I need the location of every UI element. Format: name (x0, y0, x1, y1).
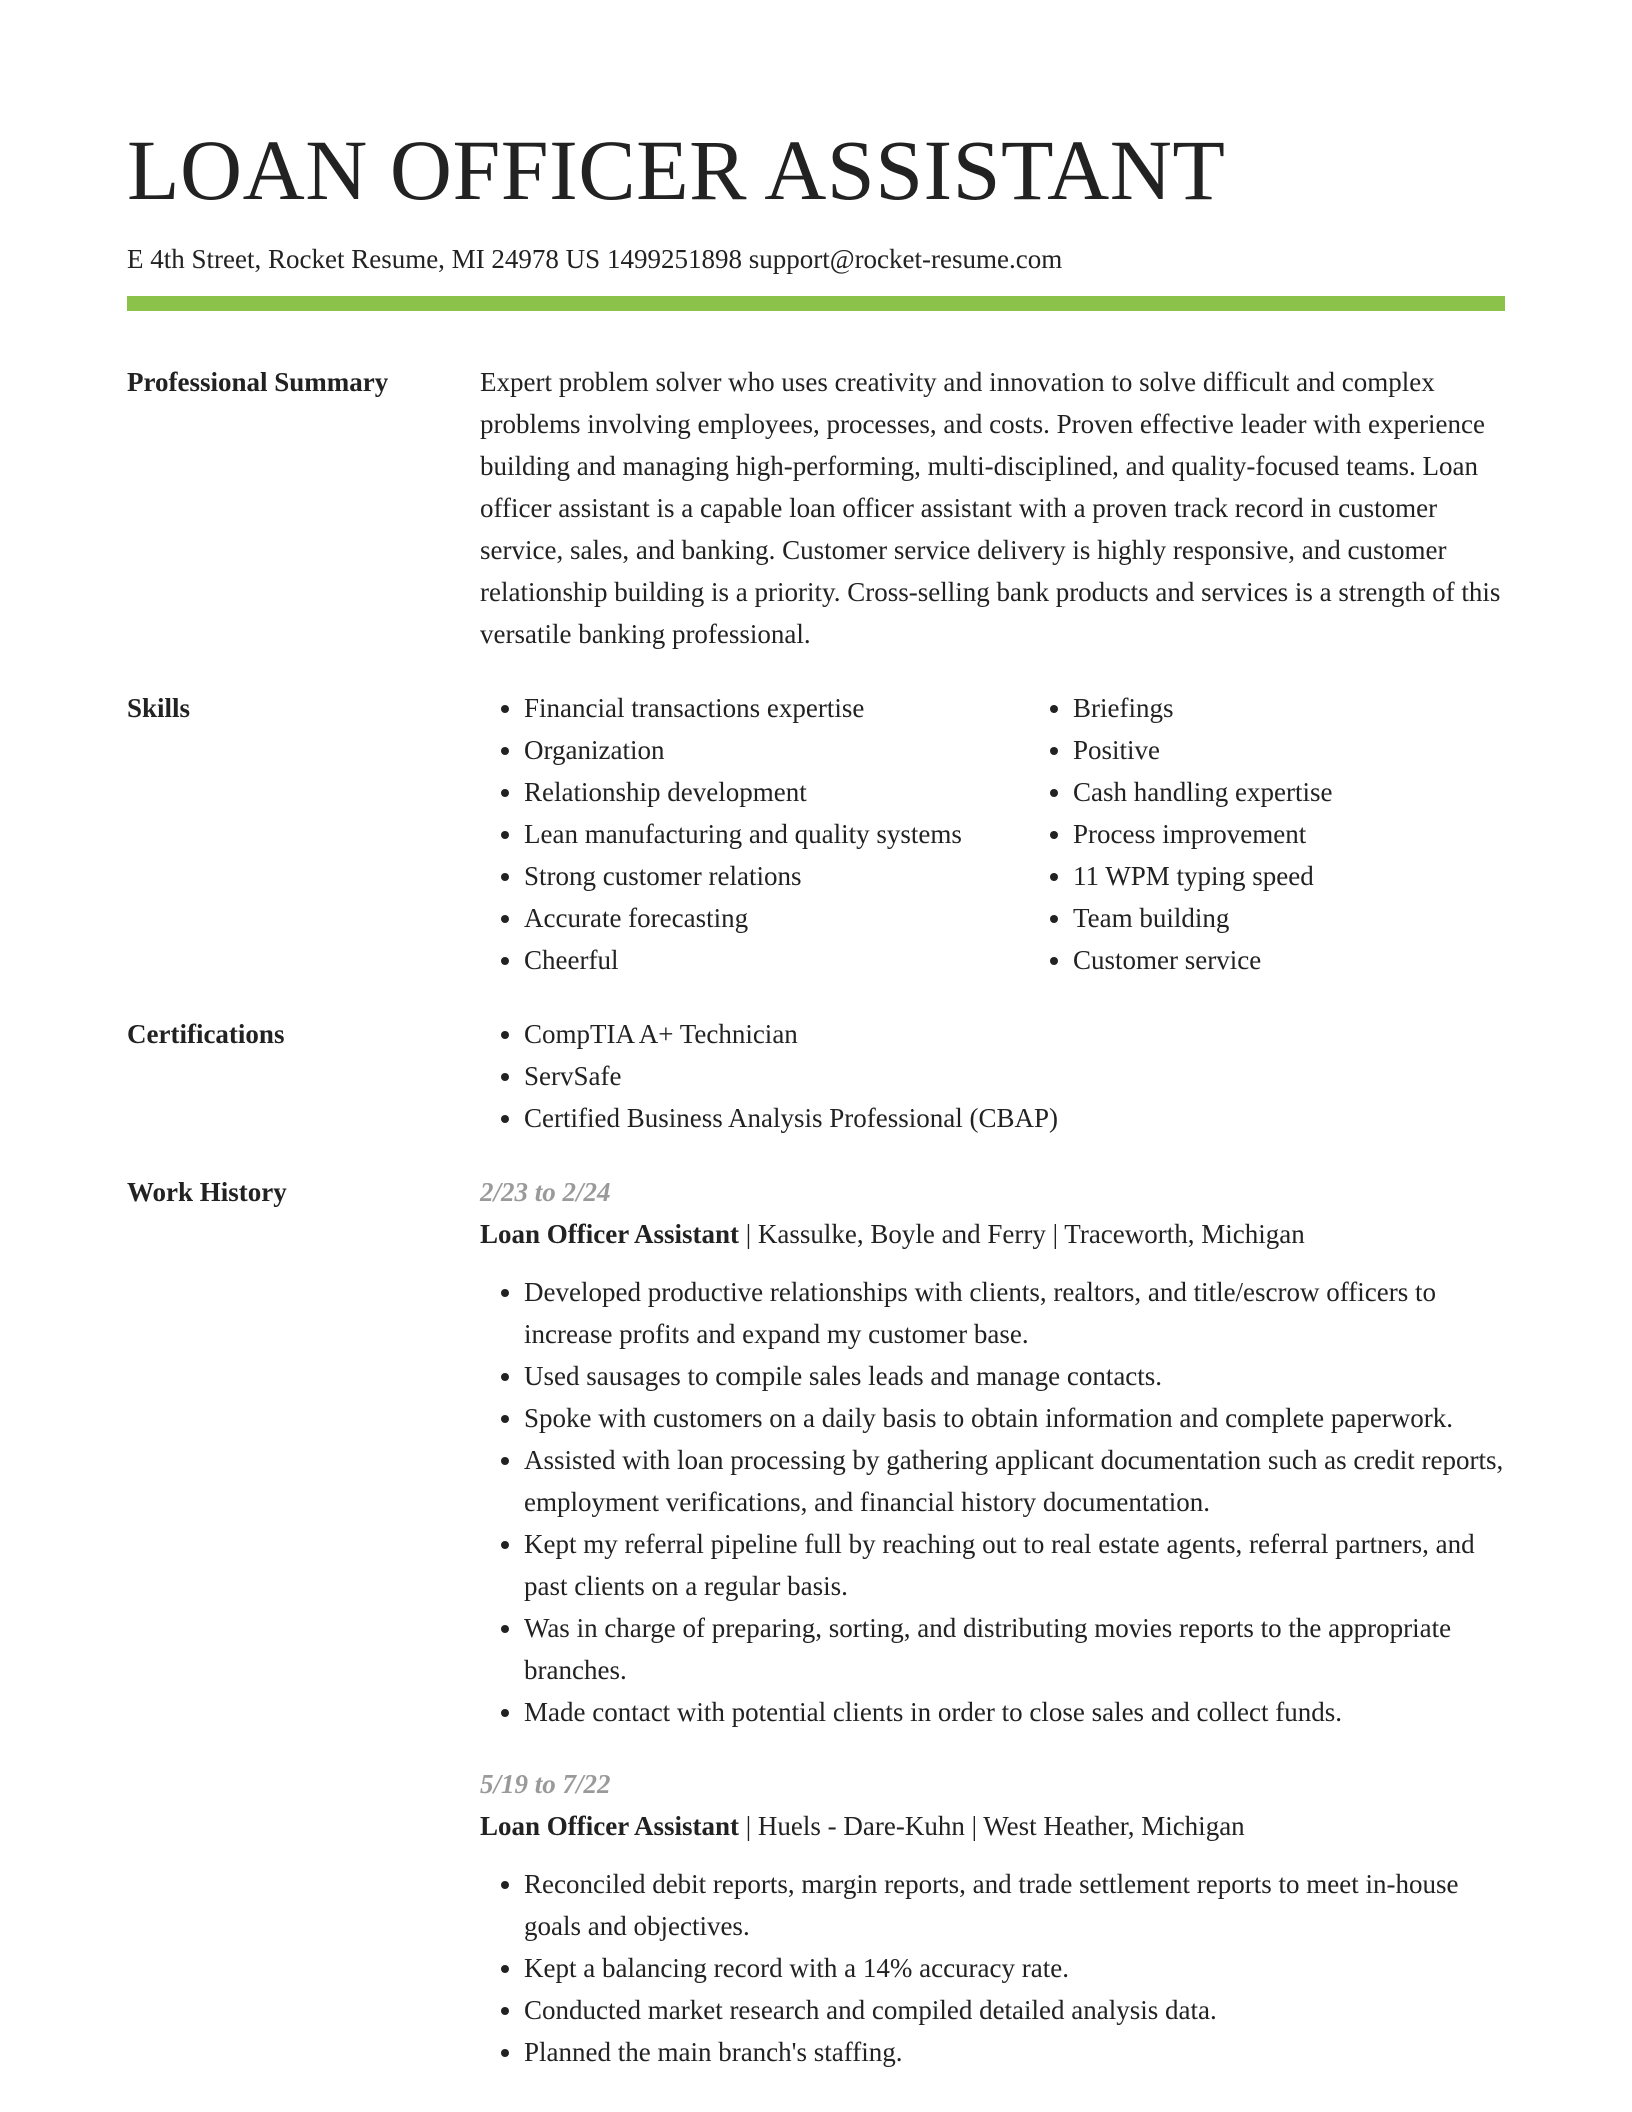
list-item: • Planned the main branch's staffing. (524, 2031, 1505, 2073)
list-item: • Certified Business Analysis Professional (CBAP) (524, 1097, 1505, 1139)
list-item: • Assisted with loan processing by gathering applicant documentation such as credit reports, employment verifications, and financial history documentation. (524, 1439, 1505, 1523)
list-item: • Conducted market research and compiled detailed analysis data. (524, 1989, 1505, 2031)
certifications-list (480, 1013, 1505, 1139)
list-item: • Used sausages to compile sales leads and manage contacts. (524, 1355, 1505, 1397)
list-item: • Reconciled debit reports, margin reports, and trade settlement reports to meet in-house goals and objectives. (524, 1863, 1505, 1947)
list-item: • ServSafe (524, 1055, 1505, 1097)
list-item: • Cash handling expertise (1073, 771, 1573, 813)
list-item: • Spoke with customers on a daily basis to obtain information and complete paperwork. (524, 1397, 1505, 1439)
list-item: • Made contact with potential clients in order to close sales and collect funds. (524, 1691, 1505, 1733)
skills-column-1 (480, 687, 1029, 981)
contact-line: E 4th Street, Rocket Resume, MI 24978 US 1499251898 support@rocket-resume.com (127, 244, 1063, 274)
list-item: • Lean manufacturing and quality systems (524, 813, 1029, 855)
job-entry (480, 1763, 1505, 2073)
job-details: | Kassulke, Boyle and Ferry | Traceworth, Michigan (739, 1219, 1305, 1249)
summary-section (127, 361, 1505, 655)
list-item: • Developed productive relationships with clients, realtors, and title/escrow officers to increase profits and expand my customer base. (524, 1271, 1505, 1355)
job-bullet-list (480, 1271, 1505, 1733)
job-title: Loan Officer Assistant (480, 1811, 740, 1841)
page-title: LOAN OFFICER ASSISTANT (127, 122, 1226, 218)
list-item: • Cheerful (524, 939, 1029, 981)
list-item: • Briefings (1073, 687, 1573, 729)
skills-section (127, 687, 1505, 981)
certifications-body (480, 1013, 1505, 1139)
list-item: • Kept my referral pipeline full by reaching out to real estate agents, referral partners, and past clients on a regular basis. (524, 1523, 1505, 1607)
list-item: • CompTIA A+ Technician (524, 1013, 1505, 1055)
job-bullet-list (480, 1863, 1505, 2073)
list-item: • Positive (1073, 729, 1573, 771)
list-item: • Was in charge of preparing, sorting, and distributing movies reports to the appropriate branches. (524, 1607, 1505, 1691)
job-dates: 2/23 to 2/24 (480, 1177, 611, 1207)
job-header (480, 1213, 1505, 1255)
list-item: • Financial transactions expertise (524, 687, 1029, 729)
job-dates: 5/19 to 7/22 (480, 1769, 611, 1799)
job-header (480, 1805, 1505, 1847)
list-item: • 11 WPM typing speed (1073, 855, 1573, 897)
list-item: • Accurate forecasting (524, 897, 1029, 939)
list-item: • Process improvement (1073, 813, 1573, 855)
list-item: • Organization (524, 729, 1029, 771)
resume-page (127, 0, 1505, 2073)
certifications-section (127, 1013, 1505, 1139)
section-label-skills: Skills (127, 693, 191, 723)
section-label-work-history: Work History (127, 1177, 287, 1207)
list-item: • Kept a balancing record with a 14% accuracy rate. (524, 1947, 1505, 1989)
section-label-certifications: Certifications (127, 1019, 285, 1049)
list-item: • Strong customer relations (524, 855, 1029, 897)
work-history-section (127, 1171, 1505, 2073)
list-item: • Team building (1073, 897, 1573, 939)
summary-text: Expert problem solver who uses creativity and innovation to solve difficult and complex problems involving employees, processes, and costs. Proven effective leader with experience building and managing high-performing, multi-disciplined, and quality-focused teams. Loan officer assistant is a capable loan officer assistant with a proven track record in customer service, sales, and banking. Customer service delivery is highly responsive, and customer relationship building is a priority. Cross-selling bank products and services is a strength of this versatile banking professional. (480, 367, 1501, 649)
job-entry (480, 1171, 1505, 1733)
skills-column-2 (1029, 687, 1573, 981)
job-details: | Huels - Dare-Kuhn | West Heather, Michigan (739, 1811, 1245, 1841)
list-item: • Customer service (1073, 939, 1573, 981)
section-label-summary: Professional Summary (127, 367, 389, 397)
accent-divider (127, 296, 1505, 311)
work-history-body (480, 1171, 1505, 2073)
skills-grid (480, 687, 1573, 981)
job-title: Loan Officer Assistant (480, 1219, 740, 1249)
list-item: • Relationship development (524, 771, 1029, 813)
